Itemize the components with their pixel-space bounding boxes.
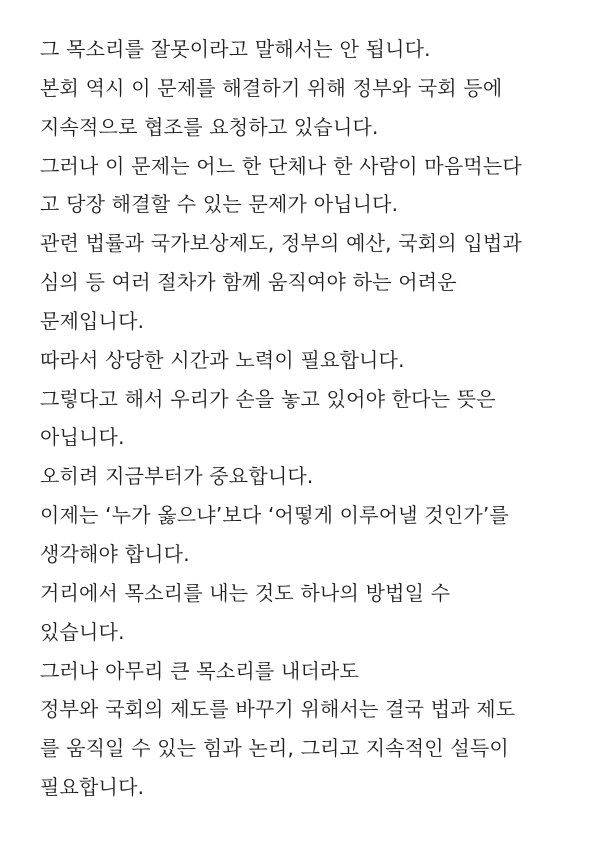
text-line: 아닙니다. — [40, 425, 125, 450]
text-line: 이제는 ‘누가 옳으냐’보다 ‘어떻게 이루어낼 것인가’를 — [40, 503, 509, 528]
text-line: 관련 법률과 국가보상제도, 정부의 예산, 국회의 입법과 — [40, 231, 522, 256]
text-line: 심의 등 여러 절차가 함께 움직여야 하는 어려운 — [40, 270, 457, 295]
text-line: 따라서 상당한 시간과 노력이 필요합니다. — [40, 347, 405, 372]
text-line: 지속적으로 협조를 요청하고 있습니다. — [40, 114, 379, 139]
text-line: 그 목소리를 잘못이라고 말해서는 안 됩니다. — [40, 37, 431, 61]
document-text-block — [40, 30, 580, 807]
text-line: 필요합니다. — [40, 775, 145, 800]
text-line: 를 움직일 수 있는 힘과 논리, 그리고 지속적인 설득이 — [40, 736, 509, 761]
text-line: 거리에서 목소리를 내는 것도 하나의 방법일 수 — [40, 580, 451, 605]
text-line: 본회 역시 이 문제를 해결하기 위해 정부와 국회 등에 — [40, 75, 503, 100]
text-line: 그러나 이 문제는 어느 한 단체나 한 사람이 마음먹는다 — [40, 153, 522, 178]
text-line: 그렇다고 해서 우리가 손을 놓고 있어야 한다는 뜻은 — [40, 386, 496, 411]
text-line: 오히려 지금부터가 중요합니다. — [40, 464, 314, 489]
text-line: 그러나 아무리 큰 목소리를 내더라도 — [40, 658, 360, 683]
text-line: 있습니다. — [40, 619, 125, 644]
text-line: 정부와 국회의 제도를 바꾸기 위해서는 결국 법과 제도 — [40, 697, 516, 722]
text-line: 고 당장 해결할 수 있는 문제가 아닙니다. — [40, 192, 399, 217]
text-line: 생각해야 합니다. — [40, 541, 190, 566]
text-line: 문제입니다. — [40, 308, 145, 333]
